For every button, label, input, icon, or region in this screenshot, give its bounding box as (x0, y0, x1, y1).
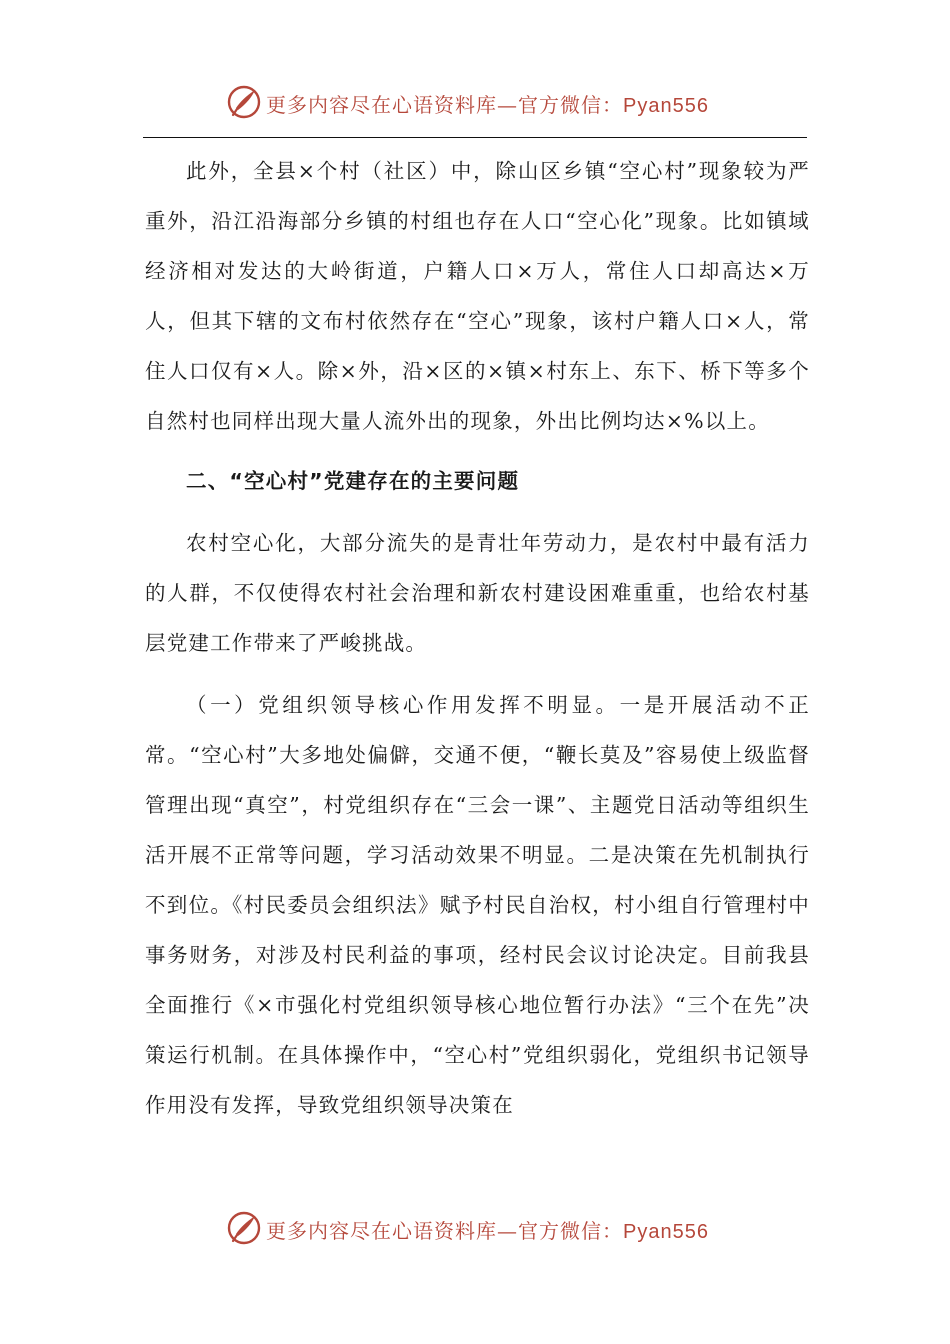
document-body (145, 146, 810, 1130)
paragraph-2: 农村空心化，大部分流失的是青壮年劳动力，是农村中最有活力的人群，不仅使得农村社会治理和新农村建设困难重重，也给农村基层党建工作带来了严峻挑战。 (145, 531, 810, 655)
paragraph-3: （一）党组织领导核心作用发挥不明显。一是开展活动不正常。“空心村”大多地处偏僻，交通不便，“鞭长莫及”容易使上级监督管理出现“真空”，村党组织存在“三会一课”、主题党日活动等组织生活开展不正常等问题，学习活动效果不明显。二是决策在先机制执行不到位。《村民委员会组织法》赋予村民自治权，村小组自行管理村中事务财务，对涉及村民利益的事项，经村民会议讨论决定。目前我县全面推行《×市强化村党组织领导核心地位暂行办法》“三个在先”决策运行机制。在具体操作中，“空心村”党组织弱化，党组织书记领导作用没有发挥，导致党组织领导决策在 (145, 693, 810, 1117)
paragraph-1: 此外，全县×个村（社区）中，除山区乡镇“空心村”现象较为严重外，沿江沿海部分乡镇的村组也存在人口“空心化”现象。比如镇域经济相对发达的大岭街道，户籍人口×万人，常住人口却高达×万人，但其下辖的文布村依然存在“空心”现象，该村户籍人口×人，常住人口仅有×人。除×外，沿×区的×镇×村东上、东下、桥下等多个自然村也同样出现大量人流外出的现象，外出比例均达×%以上。 (145, 159, 810, 433)
quill-logo-icon (226, 84, 262, 120)
banner-text: 更多内容尽在心语资料库—官方微信：Pyan556 (266, 93, 709, 117)
footer-banner (0, 1210, 950, 1250)
header-banner (0, 84, 950, 124)
header-divider (143, 137, 807, 138)
wechat-id: Pyan556 (623, 95, 709, 117)
section-heading: 二、“空心村”党建存在的主要问题 (186, 469, 520, 493)
banner-text: 更多内容尽在心语资料库—官方微信：Pyan556 (266, 1219, 709, 1243)
quill-logo-icon (226, 1210, 262, 1246)
wechat-id: Pyan556 (623, 1221, 709, 1243)
